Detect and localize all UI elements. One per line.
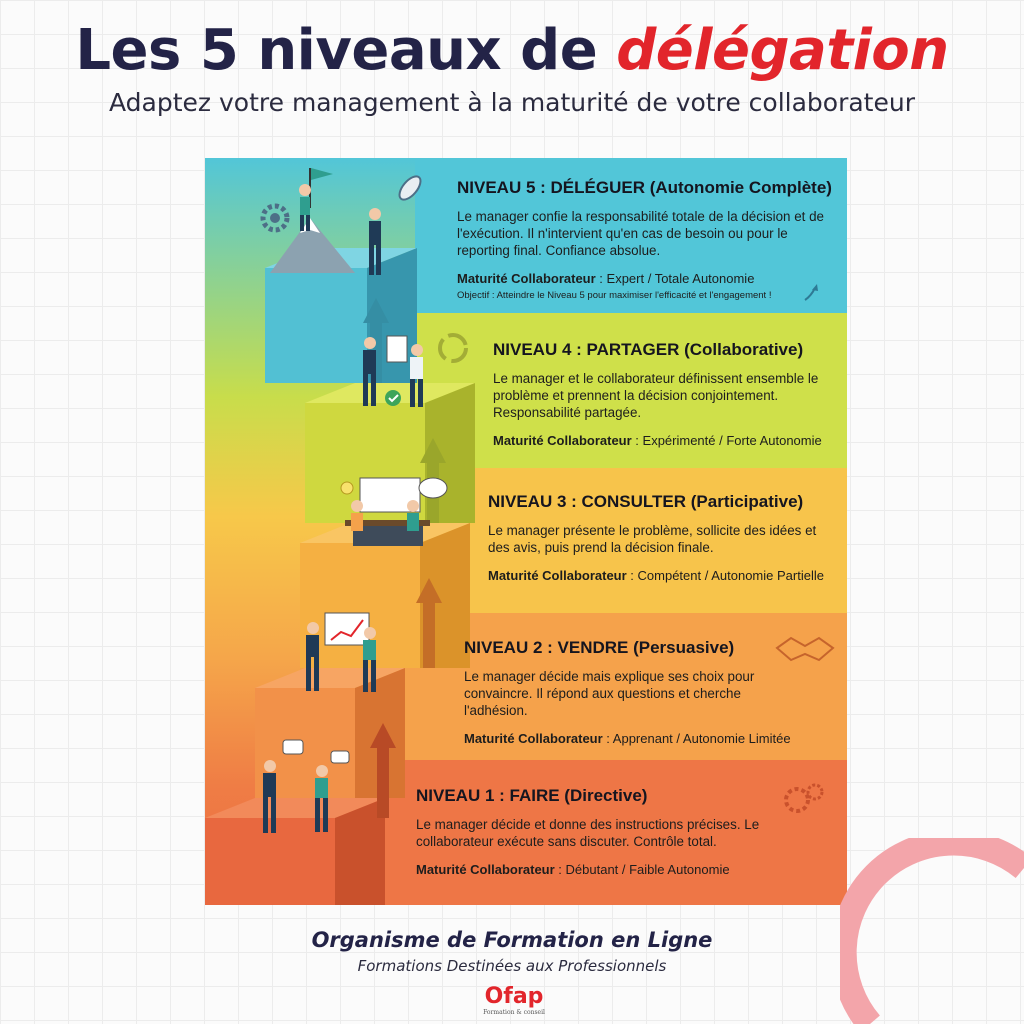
person-icon-3a xyxy=(351,500,363,531)
title-highlight: délégation xyxy=(616,18,949,83)
level-1-title: NIVEAU 1 : FAIRE (Directive) xyxy=(416,786,648,805)
infographic-panel xyxy=(205,158,847,905)
person-icon-3b xyxy=(407,500,419,531)
document-icon xyxy=(387,336,407,362)
title-main: Les 5 niveaux de xyxy=(75,18,617,83)
footer-subtitle: Formations Destinées aux Professionnels xyxy=(357,957,667,975)
page-title xyxy=(0,18,1024,83)
level-3-description: Le manager présente le problème, sollicite des idées et des avis, puis prend la décision finale. xyxy=(488,523,817,556)
level-1-maturity: Maturité Collaborateur : Débutant / Faible Autonomie xyxy=(416,862,730,878)
level-1-description: Le manager décide et donne des instructions précises. Le collaborateur exécute sans discuter. Contrôle total. xyxy=(416,817,760,850)
person-icon-climber xyxy=(299,184,311,231)
level-2-description: Le manager décide mais explique ses choix pour convaincre. Il répond aux questions et cherche l'adhésion. xyxy=(464,669,755,719)
level-2-maturity: Maturité Collaborateur : Apprenant / Autonomie Limitée xyxy=(464,731,791,747)
level-5-description: Le manager confie la responsabilité totale de la décision et de l'exécution. Il n'intervient qu'en cas de besoin ou pour le reporting final. Confiance absolue. xyxy=(457,209,824,259)
page-subtitle: Adaptez votre management à la maturité de votre collaborateur xyxy=(109,88,915,117)
check-icon xyxy=(385,390,401,406)
level-1-card xyxy=(416,786,766,877)
level-5-title: NIVEAU 5 : DÉLÉGUER (Autonomie Complète) xyxy=(457,178,832,197)
level-5-objective: Objectif : Atteindre le Niveau 5 pour maximiser l'efficacité et l'engagement ! xyxy=(457,290,772,302)
level-5-card xyxy=(457,178,835,301)
logo-tagline: Formation & conseil xyxy=(483,1009,545,1016)
gears-icon xyxy=(786,785,822,811)
level-5-maturity: Maturité Collaborateur : Expert / Totale Autonomie xyxy=(457,271,755,287)
lightbulb-icon xyxy=(341,482,353,494)
level-2-title: NIVEAU 2 : VENDRE (Persuasive) xyxy=(464,638,735,657)
level-2-card xyxy=(464,638,794,746)
level-3-title: NIVEAU 3 : CONSULTER (Participative) xyxy=(488,492,804,511)
level-3-maturity: Maturité Collaborateur : Compétent / Autonomie Partielle xyxy=(488,568,824,584)
level-4-description: Le manager et le collaborateur définissent ensemble le problème et prennent la décision conjointement. Responsabilité partagée. xyxy=(493,371,819,421)
level-4-title: NIVEAU 4 : PARTAGER (Collaborative) xyxy=(493,340,804,359)
footer-title: Organisme de Formation en Ligne xyxy=(311,928,713,952)
level-4-maturity: Maturité Collaborateur : Expérimenté / Forte Autonomie xyxy=(493,433,822,449)
decorative-arc xyxy=(840,838,1024,1024)
level-4-card xyxy=(493,340,838,448)
level-3-card xyxy=(488,492,838,583)
logo-text: Ofap xyxy=(484,984,544,1009)
ofap-logo xyxy=(472,986,556,1016)
refresh-icon xyxy=(440,335,466,361)
question-bubble-icon xyxy=(419,478,447,498)
rocket-icon xyxy=(396,173,425,203)
chart-board-icon xyxy=(325,613,369,645)
gear-icon xyxy=(263,206,287,230)
